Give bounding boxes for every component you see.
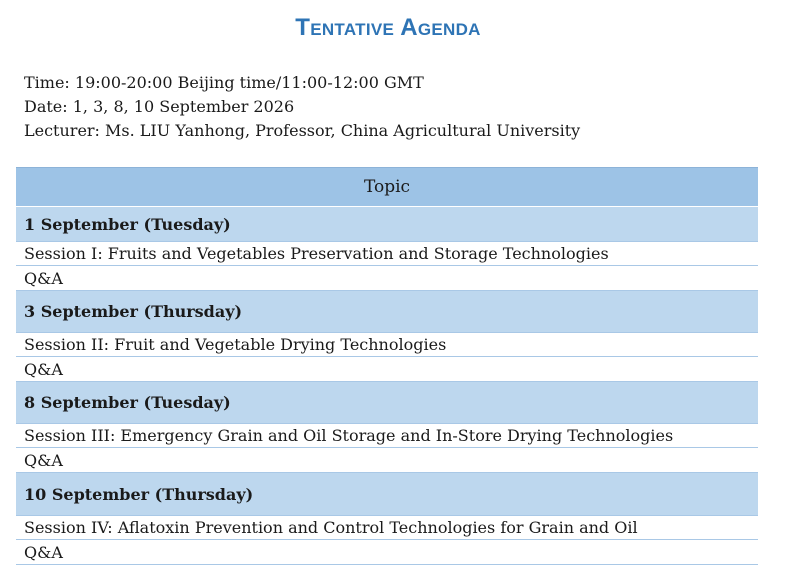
date-line: Date: 1, 3, 8, 10 September 2026: [24, 97, 295, 116]
session-row: Session III: Emergency Grain and Oil Storage and In-Store Drying Technologies: [16, 423, 758, 448]
agenda-day-group: [16, 382, 758, 473]
time-line: Time: 19:00-20:00 Beijing time/11:00-12:00 GMT: [24, 73, 424, 92]
session-row: Session IV: Aflatoxin Prevention and Control Technologies for Grain and Oil: [16, 515, 758, 540]
session-row: Session I: Fruits and Vegetables Preservation and Storage Technologies: [16, 241, 758, 266]
day-header: 10 September (Thursday): [16, 473, 758, 515]
qa-row: Q&A: [16, 266, 758, 291]
qa-row: Q&A: [16, 540, 758, 565]
day-header: 1 September (Tuesday): [16, 207, 758, 241]
topic-column-header: Topic: [16, 167, 758, 207]
agenda-day-group: [16, 473, 758, 565]
agenda-table: [16, 167, 758, 565]
page-title: Tentative Agenda: [295, 14, 481, 41]
day-header: 3 September (Thursday): [16, 291, 758, 332]
qa-row: Q&A: [16, 448, 758, 473]
day-header: 8 September (Tuesday): [16, 382, 758, 423]
agenda-day-group: [16, 291, 758, 382]
event-info: [24, 71, 580, 143]
agenda-day-group: [16, 207, 758, 291]
lecturer-line: Lecturer: Ms. LIU Yanhong, Professor, China Agricultural University: [24, 121, 581, 140]
qa-row: Q&A: [16, 357, 758, 382]
session-row: Session II: Fruit and Vegetable Drying Technologies: [16, 332, 758, 357]
